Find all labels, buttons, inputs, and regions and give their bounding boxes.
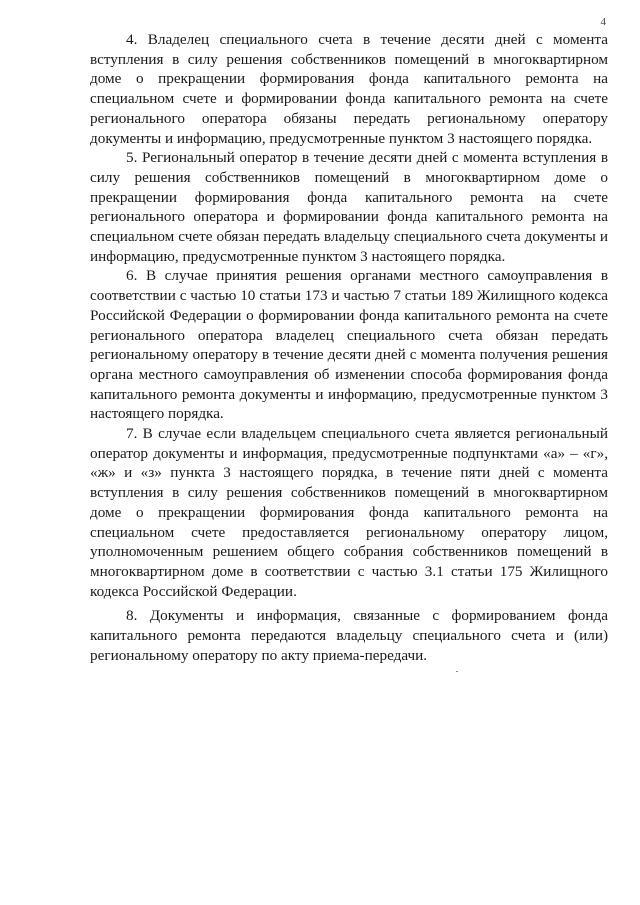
paragraph-7: 7. В случае если владельцем специального счета является региональный оператор документы и информация, предусмотренные подпунктами «а» – «г», «ж» и «з» пункта 3 настоящего порядка, в течение пяти дней с момента вступления в силу решения собственников помещений в многоквартирном доме о прекращении формирования фонда капитального ремонта на специальном счете предоставляется региональному оператору лицом, уполномоченным решением общего собрания собственников помещений в многоквартирном доме в соответствии с частью 3.1 статьи 175 Жилищного кодекса Российской Федерации. [90, 425, 608, 600]
page-number: 4 [600, 16, 606, 28]
paragraph-4: 4. Владелец специального счета в течение десяти дней с момента вступления в силу решения собственников помещений в многоквартирном доме о прекращении формирования фонда капитального ремонта на специальном счете и формировании фонда капитального ремонта на счете регионального оператора обязаны передать региональному оператору документы и информацию, предусмотренные пунктом 3 настоящего порядка. [90, 31, 608, 147]
paragraph-6: 6. В случае принятия решения органами местного самоуправления в соответствии с частью 10 статьи 173 и частью 7 статьи 189 Жилищного кодекса Российской Федерации о формировании фонда капитального ремонта на счете регионального оператора владелец специального счета обязан передать региональному оператору в течение десяти дней с момента получения решения органа местного самоуправления об изменении способа формирования фонда капитального ремонта документы и информацию, предусмотренные пунктом 3 настоящего порядка. [90, 267, 608, 423]
document-body [90, 30, 608, 666]
scan-artifact [456, 671, 458, 672]
paragraph-8: 8. Документы и информация, связанные с формированием фонда капитального ремонта передаются владельцу специального счета и (или) региональному оператору по акту приема-передачи. [90, 607, 608, 664]
paragraph-5: 5. Региональный оператор в течение десяти дней с момента вступления в силу решения собственников помещений в многоквартирном доме о прекращении формирования фонда капитального ремонта на счете регионального оператора и формировании фонда капитального ремонта на специальном счете обязан передать владельцу специального счета документы и информацию, предусмотренные пунктом 3 настоящего порядка. [90, 149, 608, 265]
